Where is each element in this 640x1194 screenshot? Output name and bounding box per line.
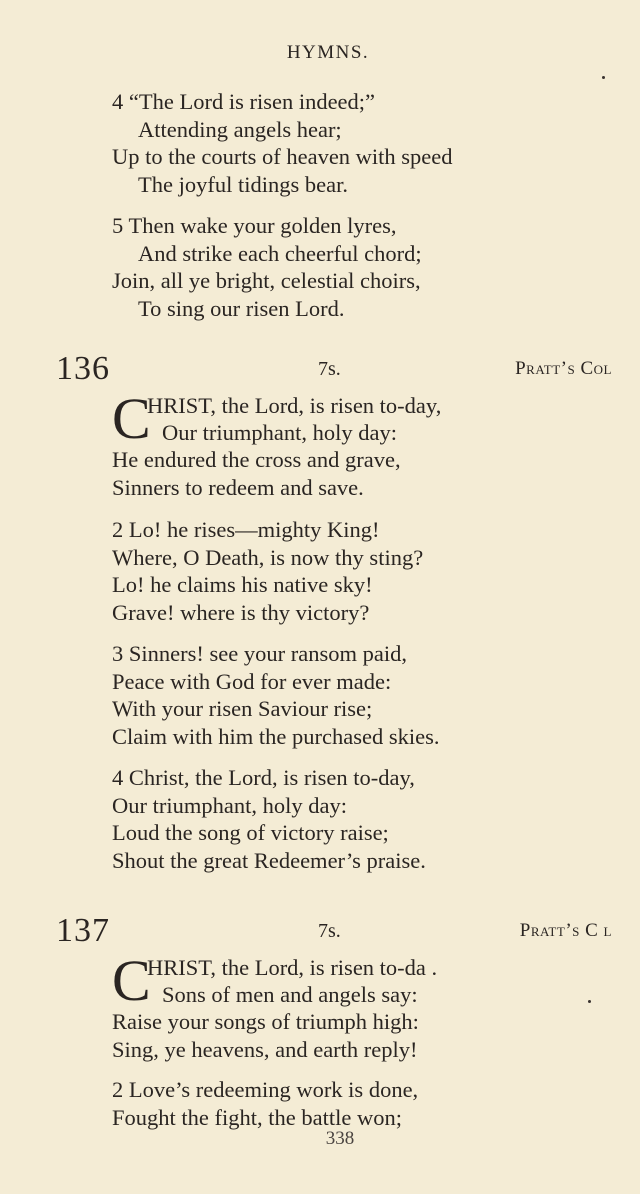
- hymn-tune: Pratt’s Col: [515, 358, 612, 379]
- hymn-number: 137: [56, 912, 110, 949]
- verse-line: 5 Then wake your golden lyres,: [112, 213, 397, 238]
- verse-line: With your risen Saviour rise;: [112, 696, 373, 721]
- verse-line: Attending angels hear;: [138, 116, 342, 142]
- hymn-136-header: [56, 350, 612, 390]
- continued-stanza-5: [112, 212, 422, 322]
- continued-stanza-4: [112, 88, 453, 198]
- verse-line: Raise your songs of triumph high:: [112, 1009, 419, 1034]
- hymn-136-stanza-2: [112, 516, 423, 626]
- hymn-137-stanza-2: [112, 1076, 418, 1131]
- verse-line: 2 Lo! he rises—mighty King!: [112, 517, 380, 542]
- verse-line: Shout the great Redeemer’s praise.: [112, 847, 426, 873]
- hymn-136-stanza-4: [112, 764, 426, 874]
- verse-line: Sinners to redeem and save.: [112, 474, 364, 500]
- second-line: Sons of men and angels say:: [162, 982, 418, 1007]
- verse-line: Peace with God for ever made:: [112, 668, 392, 694]
- running-head: HYMNS.: [286, 42, 370, 63]
- verse-line: Loud the song of victory raise;: [112, 820, 389, 845]
- second-line: Our triumphant, holy day:: [162, 420, 397, 445]
- hymn-137-header: [56, 912, 612, 952]
- verse-line: Where, O Death, is now thy sting?: [112, 544, 424, 570]
- drop-cap: C: [112, 948, 151, 1013]
- verse-line: Fought the fight, the battle won;: [112, 1104, 402, 1130]
- hymn-137-stanza-1-rest: [112, 1008, 419, 1063]
- page-number: 338: [325, 1128, 355, 1149]
- verse-line: Join, all ye bright, celestial choirs,: [112, 268, 421, 293]
- verse-line: And strike each cheerful chord;: [138, 240, 422, 266]
- verse-line: 4 Christ, the Lord, is risen to-day,: [112, 765, 415, 790]
- verse-line: Sing, ye heavens, and earth reply!: [112, 1036, 418, 1062]
- verse-line: 3 Sinners! see your ransom paid,: [112, 641, 407, 666]
- verse-line: He endured the cross and grave,: [112, 447, 401, 472]
- ink-speck: [588, 1000, 591, 1003]
- drop-cap: C: [112, 386, 151, 451]
- verse-line: To sing our risen Lord.: [138, 295, 345, 321]
- verse-line: 2 Love’s redeeming work is done,: [112, 1077, 419, 1102]
- verse-line: Up to the courts of heaven with speed: [112, 144, 453, 169]
- first-line: HRIST, the Lord, is risen to-day,: [147, 393, 442, 418]
- hymn-meter: 7s.: [318, 920, 341, 942]
- hymn-number: 136: [56, 350, 110, 387]
- hymn-tune: Pratt’s C l: [519, 920, 612, 941]
- hymn-meter: 7s.: [318, 358, 341, 380]
- verse-line: Lo! he claims his native sky!: [112, 572, 373, 597]
- verse-line: Claim with him the purchased skies.: [112, 723, 440, 749]
- verse-line: Grave! where is thy victory?: [112, 599, 370, 625]
- ink-speck: [602, 76, 605, 79]
- first-line: HRIST, the Lord, is risen to-da .: [147, 955, 438, 980]
- verse-line: Our triumphant, holy day:: [112, 792, 347, 818]
- verse-line: 4 “The Lord is risen indeed;”: [112, 89, 376, 114]
- hymn-136-stanza-1-rest: [112, 446, 401, 501]
- hymn-136-stanza-3: [112, 640, 439, 750]
- verse-line: The joyful tidings bear.: [138, 171, 348, 197]
